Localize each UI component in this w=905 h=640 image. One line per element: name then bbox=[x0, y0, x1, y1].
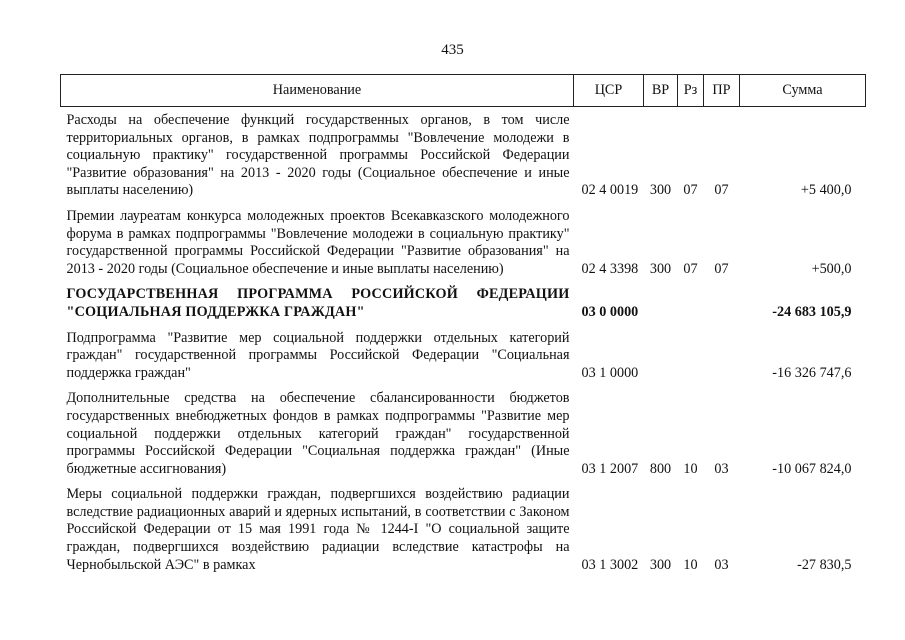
row-vr: 800 bbox=[649, 460, 672, 477]
row-csr: 03 1 3002 bbox=[581, 556, 639, 573]
table-row bbox=[61, 200, 866, 278]
row-rz: 07 bbox=[683, 182, 698, 199]
row-vr bbox=[644, 322, 678, 383]
row-vr bbox=[644, 278, 678, 321]
row-csr: 02 4 3398 bbox=[581, 260, 639, 277]
row-sum: -24 683 105,9 bbox=[772, 303, 852, 320]
row-csr: 02 4 0019 bbox=[581, 182, 639, 199]
row-rz: 07 bbox=[683, 260, 698, 277]
row-vr: 300 bbox=[649, 182, 672, 199]
row-name: Премии лауреатам конкурса молодежных проектов Всекавказского молодежного форума в рамках подпрограммы "Вовлечение молодежи в социальную практику" государственной программы Российской Федерации "Развитие образования" на 2013 - 2020 годы (Социальное обеспечение и иные выплаты населению) bbox=[66, 207, 570, 277]
row-pr: 07 bbox=[714, 182, 729, 199]
row-rz: 10 bbox=[683, 460, 698, 477]
row-name: Меры социальной поддержки граждан, подвергшихся воздействию радиации вследствие радиационных аварий и ядерных испытаний, в соответствии с Законом Российской Федерации от 15 мая 1991 года № 1244-I "О социальной защите граждан, подвергшихся воздействию радиации вследствие катастрофы на Чернобыльской АЭС" в рамках bbox=[66, 486, 570, 573]
table-row bbox=[61, 382, 866, 478]
header-rz: Рз bbox=[678, 75, 704, 107]
row-csr: 03 0 0000 bbox=[581, 303, 639, 320]
row-sum: +500,0 bbox=[811, 260, 852, 277]
header-vr: ВР bbox=[644, 75, 678, 107]
row-name: ГОСУДАРСТВЕННАЯ ПРОГРАММА РОССИЙСКОЙ ФЕДЕРАЦИИ "СОЦИАЛЬНАЯ ПОДДЕРЖКА ГРАЖДАН" bbox=[66, 286, 570, 320]
table-row bbox=[61, 322, 866, 383]
row-rz bbox=[678, 278, 704, 321]
row-name: Расходы на обеспечение функций государственных органов, в том числе территориальных органов, в рамках подпрограммы "Вовлечение молодежи в социальную практику" государственной программы Российской Федерации "Развитие образования" на 2013 - 2020 годы (Социальное обеспечение и иные выплаты населению) bbox=[66, 112, 570, 199]
row-rz bbox=[678, 322, 704, 383]
row-pr: 03 bbox=[714, 556, 729, 573]
table-row bbox=[61, 107, 866, 200]
header-csr: ЦСР bbox=[574, 75, 644, 107]
row-vr: 300 bbox=[649, 556, 672, 573]
row-name: Дополнительные средства на обеспечение сбалансированности бюджетов государственных внебюджетных фондов в рамках подпрограммы "Развитие мер социальной поддержки отдельных категорий граждан" государственной программы Российской Федерации "Социальная поддержка граждан" (Иные бюджетные ассигнования) bbox=[66, 390, 570, 477]
row-sum: -27 830,5 bbox=[797, 556, 852, 573]
header-sum: Сумма bbox=[740, 75, 866, 107]
table-row-program bbox=[61, 278, 866, 321]
row-sum: +5 400,0 bbox=[800, 182, 852, 199]
table-row bbox=[61, 478, 866, 574]
row-csr: 03 1 0000 bbox=[581, 364, 639, 381]
budget-table bbox=[60, 74, 866, 574]
row-pr bbox=[704, 278, 740, 321]
row-pr bbox=[704, 322, 740, 383]
row-rz: 10 bbox=[683, 556, 698, 573]
row-pr: 03 bbox=[714, 460, 729, 477]
row-sum: -16 326 747,6 bbox=[772, 364, 852, 381]
table-body bbox=[61, 107, 866, 575]
page-number: 435 bbox=[441, 42, 464, 58]
row-sum: -10 067 824,0 bbox=[772, 460, 852, 477]
row-name: Подпрограмма "Развитие мер социальной поддержки отдельных категорий граждан" государственной программы Российской Федерации "Социальная поддержка граждан" bbox=[66, 329, 570, 381]
header-name: Наименование bbox=[61, 75, 574, 107]
row-csr: 03 1 2007 bbox=[581, 460, 639, 477]
row-pr: 07 bbox=[714, 260, 729, 277]
header-pr: ПР bbox=[704, 75, 740, 107]
row-vr: 300 bbox=[649, 260, 672, 277]
table-header bbox=[61, 75, 866, 107]
